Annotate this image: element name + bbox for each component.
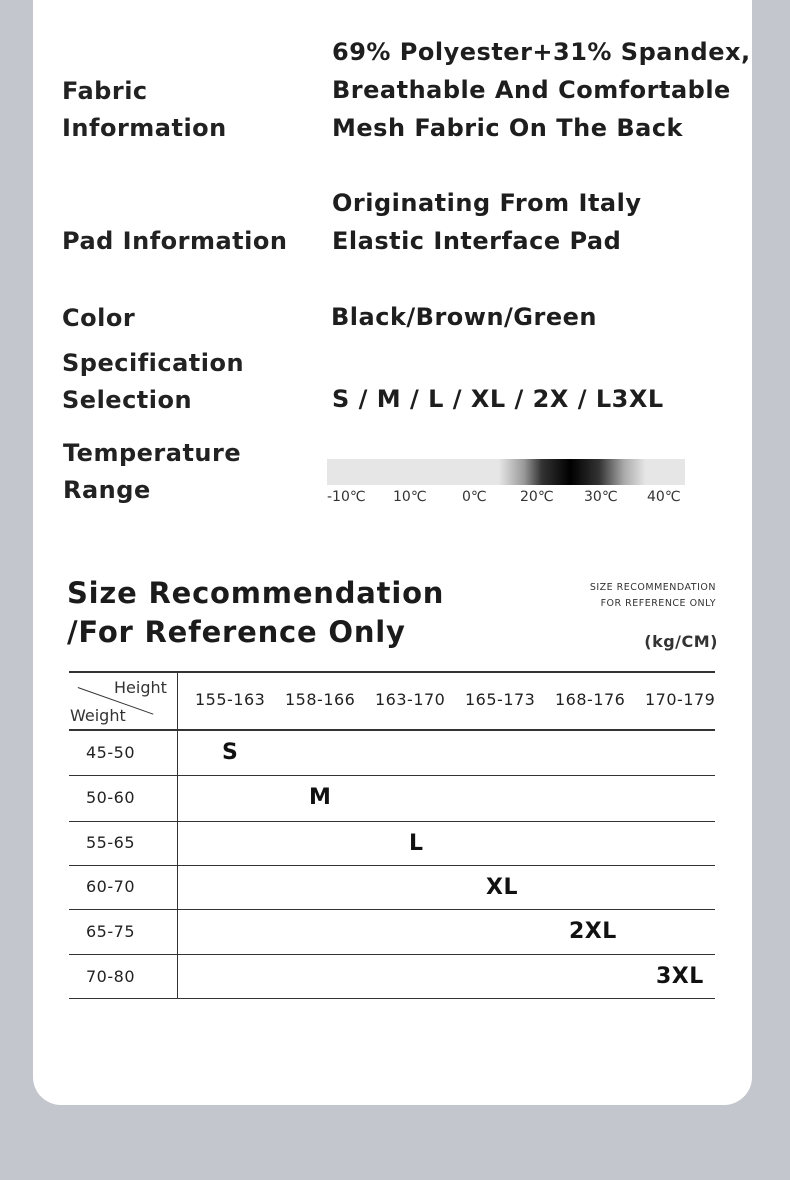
- temperature-label-line2: Range: [63, 476, 151, 504]
- product-spec-card: [33, 0, 752, 1105]
- size-cell: M: [309, 785, 332, 810]
- fabric-value-line3: Mesh Fabric On The Back: [332, 114, 684, 142]
- row-divider: [69, 821, 715, 822]
- spec-value: S / M / L / XL / 2X / L3XL: [332, 385, 664, 413]
- row-divider: [69, 909, 715, 910]
- height-column-header: 163-170: [375, 690, 446, 709]
- temp-tick: 30℃: [584, 489, 618, 505]
- spec-label-line2: Selection: [62, 386, 193, 414]
- size-cell: S: [222, 740, 239, 765]
- fabric-label-line2: Information: [62, 114, 227, 142]
- table-column-divider: [177, 672, 178, 999]
- height-column-header: 158-166: [285, 690, 356, 709]
- table-bottom-border: [69, 998, 715, 999]
- corner-weight-label: Weight: [70, 706, 126, 725]
- height-column-header: 168-176: [555, 690, 626, 709]
- pad-value-line1: Originating From Italy: [332, 189, 642, 217]
- color-label: Color: [62, 304, 136, 332]
- size-cell: L: [409, 831, 424, 856]
- pad-label: Pad Information: [62, 227, 288, 255]
- temperature-gradient-bar: [327, 459, 685, 485]
- size-note-line2: FOR REFERENCE ONLY: [600, 598, 716, 609]
- size-cell: XL: [486, 875, 518, 900]
- weight-cell: 50-60: [86, 788, 135, 807]
- pad-value-line2: Elastic Interface Pad: [332, 227, 622, 255]
- weight-cell: 60-70: [86, 877, 135, 896]
- fabric-label: Fabric: [62, 77, 148, 105]
- temp-tick: 0℃: [462, 489, 487, 505]
- table-top-border: [69, 671, 715, 673]
- color-value: Black/Brown/Green: [331, 303, 597, 331]
- row-divider: [69, 954, 715, 955]
- size-note-line1: SIZE RECOMMENDATION: [589, 582, 716, 593]
- height-column-header: 170-179: [645, 690, 716, 709]
- size-section-title: Size Recommendation: [67, 576, 445, 610]
- size-cell: 3XL: [656, 964, 704, 989]
- spec-label: Specification: [62, 349, 245, 377]
- weight-cell: 45-50: [86, 743, 135, 762]
- height-column-header: 165-173: [465, 690, 536, 709]
- temperature-label: Temperature: [63, 439, 242, 467]
- row-divider: [69, 775, 715, 776]
- size-cell: 2XL: [569, 919, 617, 944]
- fabric-value-line2: Breathable And Comfortable: [332, 76, 731, 104]
- temp-tick: 20℃: [520, 489, 554, 505]
- size-section-title-line2: /For Reference Only: [67, 615, 406, 649]
- row-divider: [69, 865, 715, 866]
- fabric-value-line1: 69% Polyester+31% Spandex,: [332, 38, 751, 66]
- height-column-header: 155-163: [195, 690, 266, 709]
- weight-cell: 70-80: [86, 967, 135, 986]
- corner-height-label: Height: [114, 678, 167, 697]
- temp-tick: 40℃: [647, 489, 681, 505]
- weight-cell: 55-65: [86, 833, 135, 852]
- table-header-divider: [69, 729, 715, 731]
- temp-tick: 10℃: [393, 489, 427, 505]
- unit-label: (kg/CM): [644, 632, 718, 651]
- temp-tick: -10℃: [327, 489, 366, 505]
- weight-cell: 65-75: [86, 922, 135, 941]
